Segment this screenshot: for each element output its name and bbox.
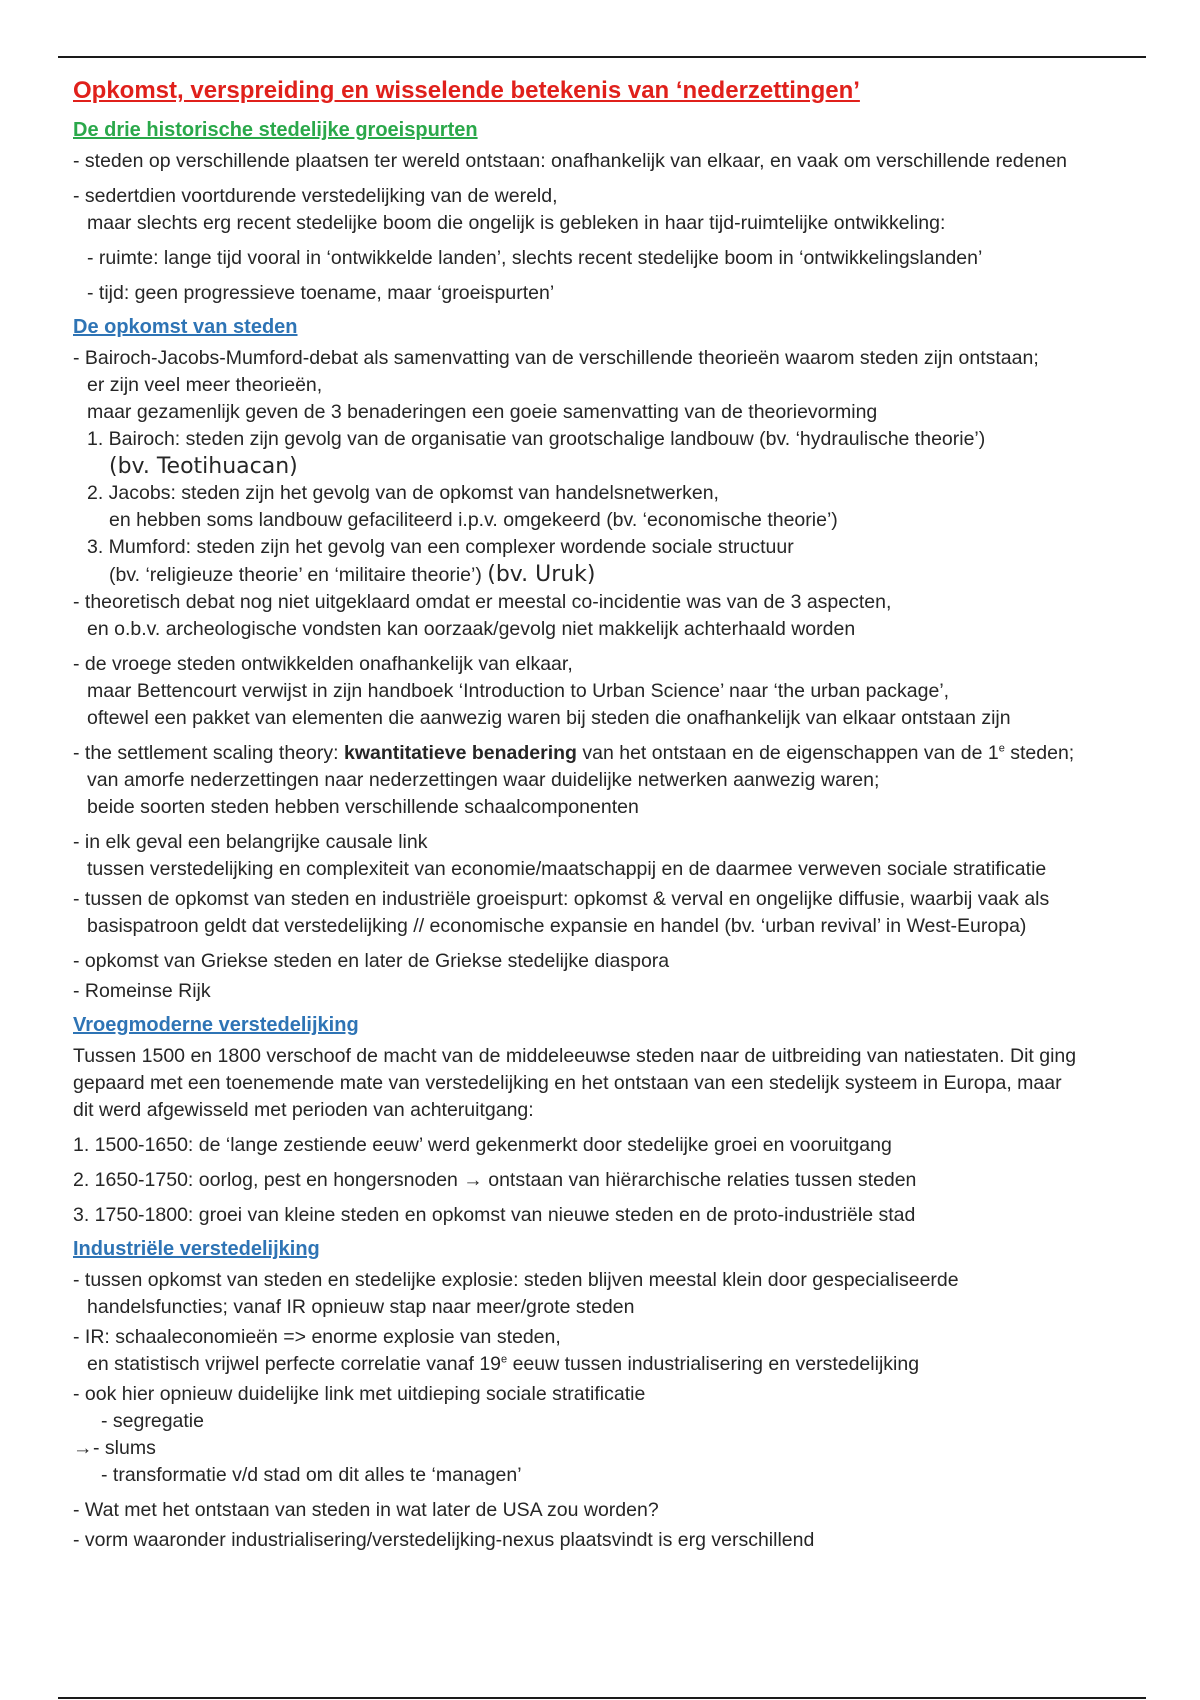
sub-list-item: - transformatie v/d stad om dit alles te ‘managen’ [101,1464,522,1486]
list-item: - Bairoch-Jacobs-Mumford-debat als samenvatting van de verschillende theorieën waarom steden zijn ontstaan; [73,347,1039,369]
list-item: - de vroege steden ontwikkelden onafhankelijk van elkaar, [73,653,573,675]
list-item [73,740,1133,767]
document-page [73,74,1133,1554]
paragraph-line: Tussen 1500 en 1800 verschoof de macht van de middeleeuwse steden naar de uitbreiding van natiestaten. Dit ging [73,1045,1077,1067]
list-item-continuation: en o.b.v. archeologische vondsten kan oorzaak/gevolg niet makkelijk achterhaald worden [87,618,856,640]
paragraph-line: dit werd afgewisseld met perioden van achteruitgang: [73,1099,534,1121]
arrow-icon: → [73,1437,93,1459]
list-item: - opkomst van Griekse steden en later de Griekse stedelijke diaspora [73,950,670,972]
sub-list-item-arrow [73,1435,1133,1462]
list-item-continuation: maar slechts erg recent stedelijke boom die ongelijk is gebleken in haar tijd-ruimtelijke ontwikkeling: [87,212,946,234]
top-rule [58,56,1146,58]
bold-term: kwantitatieve benadering [343,742,577,764]
paragraph-line: gepaard met een toenemende mate van verstedelijking en het ontstaan van een stedelijk systeem in Europa, maar [73,1072,1062,1094]
list-item: - tussen opkomst van steden en stedelijke explosie: steden blijven meestal klein door gespecialiseerde [73,1269,959,1291]
list-item-continuation: tussen verstedelijking en complexiteit van economie/maatschappij en de daarmee verweven sociale stratificatie [87,858,1047,880]
list-item-text: - the settlement scaling theory: [73,742,344,764]
numbered-item-continuation [73,561,1133,589]
list-item-continuation [73,1351,1133,1378]
list-item: - Romeinse Rijk [73,980,211,1002]
bottom-rule [58,1697,1146,1699]
list-item-continuation: basispatroon geldt dat verstedelijking // economische expansie en handel (bv. ‘urban revival’ in West-Europa) [87,915,1027,937]
list-item: - in elk geval een belangrijke causale link [73,831,428,853]
superscript: e [998,742,1005,755]
list-item-continuation: beide soorten steden hebben verschillende schaalcomponenten [87,796,639,818]
list-item-text: van het ontstaan en de eigenschappen van de 1 [576,742,999,764]
list-item-text: en statistisch vrijwel perfecte correlatie vanaf 19 [87,1353,502,1375]
numbered-item: 1. Bairoch: steden zijn gevolg van de organisatie van grootschalige landbouw (bv. ‘hydraulische theorie’) [87,428,986,450]
list-item: - Wat met het ontstaan van steden in wat later de USA zou worden? [73,1499,659,1521]
list-item: - IR: schaaleconomieën => enorme explosie van steden, [73,1326,561,1348]
section-heading-groeispurten: De drie historische stedelijke groeispurten [73,119,478,141]
list-item-text: eeuw tussen industrialisering en verstedelijking [507,1353,920,1375]
list-item-text: steden; [1004,742,1075,764]
section-heading-vroegmodern: Vroegmoderne verstedelijking [73,1014,359,1036]
sub-list-item: - segregatie [101,1410,204,1432]
list-item-continuation: er zijn veel meer theorieën, [87,374,323,396]
numbered-item-text: (bv. ‘religieuze theorie’ en ‘militaire theorie’) [109,564,482,586]
sub-list-item: - tijd: geen progressieve toename, maar ‘groeispurten’ [87,282,555,304]
sub-list-item: - ruimte: lange tijd vooral in ‘ontwikkelde landen’, slechts recent stedelijke boom in ‘ontwikkelingslanden’ [87,247,983,269]
list-item: - tussen de opkomst van steden en industriële groeispurt: opkomst & verval en ongelijke diffusie, waarbij vaak als [73,888,1050,910]
page-title: Opkomst, verspreiding en wisselende betekenis van ‘nederzettingen’ [73,77,860,104]
list-item: - ook hier opnieuw duidelijke link met uitdieping sociale stratificatie [73,1383,646,1405]
list-item: - vorm waaronder industrialisering/verstedelijking-nexus plaatsvindt is erg verschillend [73,1529,815,1551]
list-item: - steden op verschillende plaatsen ter wereld ontstaan: onafhankelijk van elkaar, en vaak om verschillende redenen [73,150,1068,172]
list-item: - theoretisch debat nog niet uitgeklaard omdat er meestal co-incidentie was van de 3 aspecten, [73,591,892,613]
list-item: - sedertdien voortdurende verstedelijking van de wereld, [73,185,558,207]
numbered-item: 2. 1650-1750: oorlog, pest en hongersnoden → ontstaan van hiërarchische relaties tussen steden [73,1169,917,1191]
numbered-item-continuation: en hebben soms landbouw gefaciliteerd i.p.v. omgekeerd (bv. ‘economische theorie’) [109,509,838,531]
superscript: e [501,1353,508,1366]
numbered-item: 3. Mumford: steden zijn het gevolg van een complexer wordende sociale structuur [87,536,794,558]
numbered-item-example: (bv. Uruk) [487,562,596,587]
sub-list-item-text: - slums [93,1437,156,1459]
numbered-item: 3. 1750-1800: groei van kleine steden en opkomst van nieuwe steden en de proto-industriële stad [73,1204,916,1226]
list-item-continuation: maar gezamenlijk geven de 3 benaderingen een goeie samenvatting van de theorievorming [87,401,878,423]
list-item-continuation: maar Bettencourt verwijst in zijn handboek ‘Introduction to Urban Science’ naar ‘the urban package’, [87,680,950,702]
numbered-item: 2. Jacobs: steden zijn het gevolg van de opkomst van handelsnetwerken, [87,482,719,504]
numbered-item: 1. 1500-1650: de ‘lange zestiende eeuw’ werd gekenmerkt door stedelijke groei en vooruitgang [73,1134,892,1156]
list-item-continuation: oftewel een pakket van elementen die aanwezig waren bij steden die onafhankelijk van elkaar ontstaan zijn [87,707,1011,729]
list-item-continuation: van amorfe nederzettingen naar nederzettingen waar duidelijke netwerken aanwezig waren; [87,769,880,791]
section-heading-opkomst: De opkomst van steden [73,316,298,338]
list-item-continuation: handelsfuncties; vanaf IR opnieuw stap naar meer/grote steden [87,1296,635,1318]
numbered-item-example: (bv. Teotihuacan) [109,454,298,479]
section-heading-industrieel: Industriële verstedelijking [73,1238,320,1260]
